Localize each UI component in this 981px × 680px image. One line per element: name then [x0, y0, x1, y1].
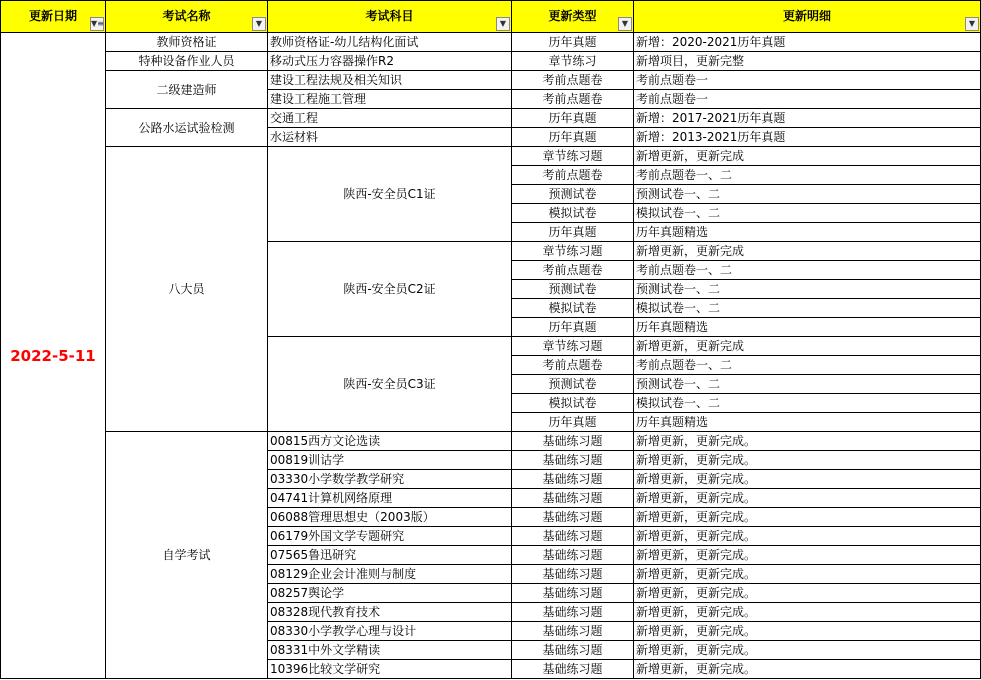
exam-subject-cell[interactable]: 陕西-安全员C3证	[268, 337, 512, 432]
header-label: 考试科目	[365, 9, 414, 23]
update-detail-cell[interactable]: 新增更新，更新完成。	[634, 489, 981, 508]
table-row	[1, 109, 981, 128]
exam-subject-cell[interactable]: 00815西方文论选读	[268, 432, 512, 451]
exam-name-cell[interactable]: 八大员	[106, 147, 268, 432]
update-detail-cell[interactable]: 预测试卷一、二	[634, 185, 981, 204]
update-type-cell[interactable]: 模拟试卷	[512, 299, 634, 318]
update-type-cell[interactable]: 基础练习题	[512, 508, 634, 527]
header-update-date[interactable]	[1, 1, 106, 33]
update-detail-cell[interactable]: 新增：2020-2021历年真题	[634, 33, 981, 52]
header-update-detail[interactable]	[634, 1, 981, 33]
update-type-cell[interactable]: 考前点题卷	[512, 71, 634, 90]
update-detail-cell[interactable]: 新增更新，更新完成。	[634, 451, 981, 470]
update-type-cell[interactable]: 历年真题	[512, 128, 634, 147]
exam-subject-cell[interactable]: 06088管理思想史（2003版）	[268, 508, 512, 527]
update-type-cell[interactable]: 预测试卷	[512, 185, 634, 204]
exam-subject-cell[interactable]: 00819训诂学	[268, 451, 512, 470]
exam-subject-cell[interactable]: 建设工程法规及相关知识	[268, 71, 512, 90]
update-type-cell[interactable]: 基础练习题	[512, 660, 634, 679]
exam-subject-cell[interactable]: 移动式压力容器操作R2	[268, 52, 512, 71]
header-label: 更新日期	[28, 9, 77, 23]
header-update-type[interactable]	[512, 1, 634, 33]
exam-name-cell[interactable]: 自学考试	[106, 432, 268, 679]
filter-active-icon[interactable]: ▼≡	[90, 17, 104, 31]
update-detail-cell[interactable]: 历年真题精选	[634, 318, 981, 337]
update-detail-cell[interactable]: 新增更新，更新完成。	[634, 565, 981, 584]
exam-subject-cell[interactable]: 04741计算机网络原理	[268, 489, 512, 508]
update-type-cell[interactable]: 模拟试卷	[512, 394, 634, 413]
update-type-cell[interactable]: 基础练习题	[512, 603, 634, 622]
table-row	[1, 432, 981, 451]
exam-subject-cell[interactable]: 06179外国文学专题研究	[268, 527, 512, 546]
exam-subject-cell[interactable]: 08328现代教育技术	[268, 603, 512, 622]
header-label: 更新类型	[548, 9, 597, 23]
update-detail-cell[interactable]: 预测试卷一、二	[634, 280, 981, 299]
update-type-cell[interactable]: 基础练习题	[512, 470, 634, 489]
table-row	[1, 147, 981, 166]
table-row	[1, 33, 981, 52]
update-detail-cell[interactable]: 历年真题精选	[634, 413, 981, 432]
update-detail-cell[interactable]: 考前点题卷一、二	[634, 356, 981, 375]
update-detail-cell[interactable]: 新增更新，更新完成。	[634, 508, 981, 527]
update-type-cell[interactable]: 章节练习题	[512, 242, 634, 261]
update-detail-cell[interactable]: 考前点题卷一	[634, 90, 981, 109]
exam-name-cell[interactable]: 二级建造师	[106, 71, 268, 109]
exam-subject-cell[interactable]: 水运材料	[268, 128, 512, 147]
update-type-cell[interactable]: 基础练习题	[512, 584, 634, 603]
dropdown-arrow-icon[interactable]: ▼	[965, 17, 979, 31]
header-exam-name[interactable]	[106, 1, 268, 33]
header-row	[1, 1, 981, 33]
update-detail-cell[interactable]: 新增：2017-2021历年真题	[634, 109, 981, 128]
update-date-cell[interactable]: 2022-5-11	[1, 33, 106, 679]
update-type-cell[interactable]: 历年真题	[512, 318, 634, 337]
dropdown-arrow-icon[interactable]: ▼	[618, 17, 632, 31]
table-row	[1, 71, 981, 90]
update-type-cell[interactable]: 基础练习题	[512, 489, 634, 508]
update-detail-cell[interactable]: 模拟试卷一、二	[634, 204, 981, 223]
table-row	[1, 52, 981, 71]
update-type-cell[interactable]: 预测试卷	[512, 280, 634, 299]
update-type-cell[interactable]: 历年真题	[512, 109, 634, 128]
update-detail-cell[interactable]: 新增：2013-2021历年真题	[634, 128, 981, 147]
update-detail-cell[interactable]: 预测试卷一、二	[634, 375, 981, 394]
header-exam-subject[interactable]	[268, 1, 512, 33]
exam-name-cell[interactable]: 特种设备作业人员	[106, 52, 268, 71]
update-detail-cell[interactable]: 考前点题卷一、二	[634, 166, 981, 185]
exam-name-cell[interactable]: 教师资格证	[106, 33, 268, 52]
update-type-cell[interactable]: 历年真题	[512, 413, 634, 432]
exam-subject-cell[interactable]: 10396比较文学研究	[268, 660, 512, 679]
update-detail-cell[interactable]: 新增更新，更新完成。	[634, 660, 981, 679]
exam-subject-cell[interactable]: 陕西-安全员C1证	[268, 147, 512, 242]
update-type-cell[interactable]: 基础练习题	[512, 527, 634, 546]
update-detail-cell[interactable]: 新增更新，更新完成。	[634, 432, 981, 451]
update-detail-cell[interactable]: 模拟试卷一、二	[634, 394, 981, 413]
update-detail-cell[interactable]: 考前点题卷一、二	[634, 261, 981, 280]
exam-name-cell[interactable]: 公路水运试验检测	[106, 109, 268, 147]
update-type-cell[interactable]: 考前点题卷	[512, 261, 634, 280]
exam-subject-cell[interactable]: 08129企业会计准则与制度	[268, 565, 512, 584]
update-type-cell[interactable]: 考前点题卷	[512, 90, 634, 109]
exam-subject-cell[interactable]: 08331中外文学精读	[268, 641, 512, 660]
update-type-cell[interactable]: 考前点题卷	[512, 166, 634, 185]
exam-subject-cell[interactable]: 08257舆论学	[268, 584, 512, 603]
update-type-cell[interactable]: 章节练习题	[512, 337, 634, 356]
update-type-cell[interactable]: 基础练习题	[512, 641, 634, 660]
update-type-cell[interactable]: 基础练习题	[512, 622, 634, 641]
update-detail-cell[interactable]: 模拟试卷一、二	[634, 299, 981, 318]
update-type-cell[interactable]: 章节练习	[512, 52, 634, 71]
update-type-cell[interactable]: 基础练习题	[512, 565, 634, 584]
update-type-cell[interactable]: 考前点题卷	[512, 356, 634, 375]
exam-subject-cell[interactable]: 03330小学数学教学研究	[268, 470, 512, 489]
update-type-cell[interactable]: 基础练习题	[512, 546, 634, 565]
update-detail-cell[interactable]: 新增更新，更新完成。	[634, 470, 981, 489]
update-type-cell[interactable]: 历年真题	[512, 33, 634, 52]
update-detail-cell[interactable]: 新增更新，更新完成。	[634, 603, 981, 622]
exam-subject-cell[interactable]: 教师资格证-幼儿结构化面试	[268, 33, 512, 52]
exam-subject-cell[interactable]: 07565鲁迅研究	[268, 546, 512, 565]
update-detail-cell[interactable]: 新增更新，更新完成。	[634, 622, 981, 641]
update-type-cell[interactable]: 基础练习题	[512, 451, 634, 470]
header-label: 更新明细	[782, 9, 831, 23]
update-detail-cell[interactable]: 新增更新，更新完成	[634, 147, 981, 166]
dropdown-arrow-icon[interactable]: ▼	[252, 17, 266, 31]
update-detail-cell[interactable]: 考前点题卷一	[634, 71, 981, 90]
header-label: 考试名称	[162, 9, 211, 23]
update-detail-cell[interactable]: 新增更新，更新完成。	[634, 584, 981, 603]
update-type-cell[interactable]: 预测试卷	[512, 375, 634, 394]
update-detail-cell[interactable]: 新增更新，更新完成	[634, 337, 981, 356]
dropdown-arrow-icon[interactable]: ▼	[496, 17, 510, 31]
exam-subject-cell[interactable]: 交通工程	[268, 109, 512, 128]
exam-subject-cell[interactable]: 08330小学教学心理与设计	[268, 622, 512, 641]
exam-subject-cell[interactable]: 陕西-安全员C2证	[268, 242, 512, 337]
exam-subject-cell[interactable]: 建设工程施工管理	[268, 90, 512, 109]
update-detail-cell[interactable]: 新增更新，更新完成。	[634, 527, 981, 546]
table-body	[1, 33, 981, 679]
update-detail-cell[interactable]: 新增更新，更新完成。	[634, 641, 981, 660]
update-detail-cell[interactable]: 新增更新，更新完成	[634, 242, 981, 261]
update-type-cell[interactable]: 模拟试卷	[512, 204, 634, 223]
update-detail-cell[interactable]: 新增更新，更新完成。	[634, 546, 981, 565]
update-detail-cell[interactable]: 历年真题精选	[634, 223, 981, 242]
update-type-cell[interactable]: 历年真题	[512, 223, 634, 242]
update-type-cell[interactable]: 章节练习题	[512, 147, 634, 166]
update-type-cell[interactable]: 基础练习题	[512, 432, 634, 451]
update-detail-cell[interactable]: 新增项目，更新完整	[634, 52, 981, 71]
